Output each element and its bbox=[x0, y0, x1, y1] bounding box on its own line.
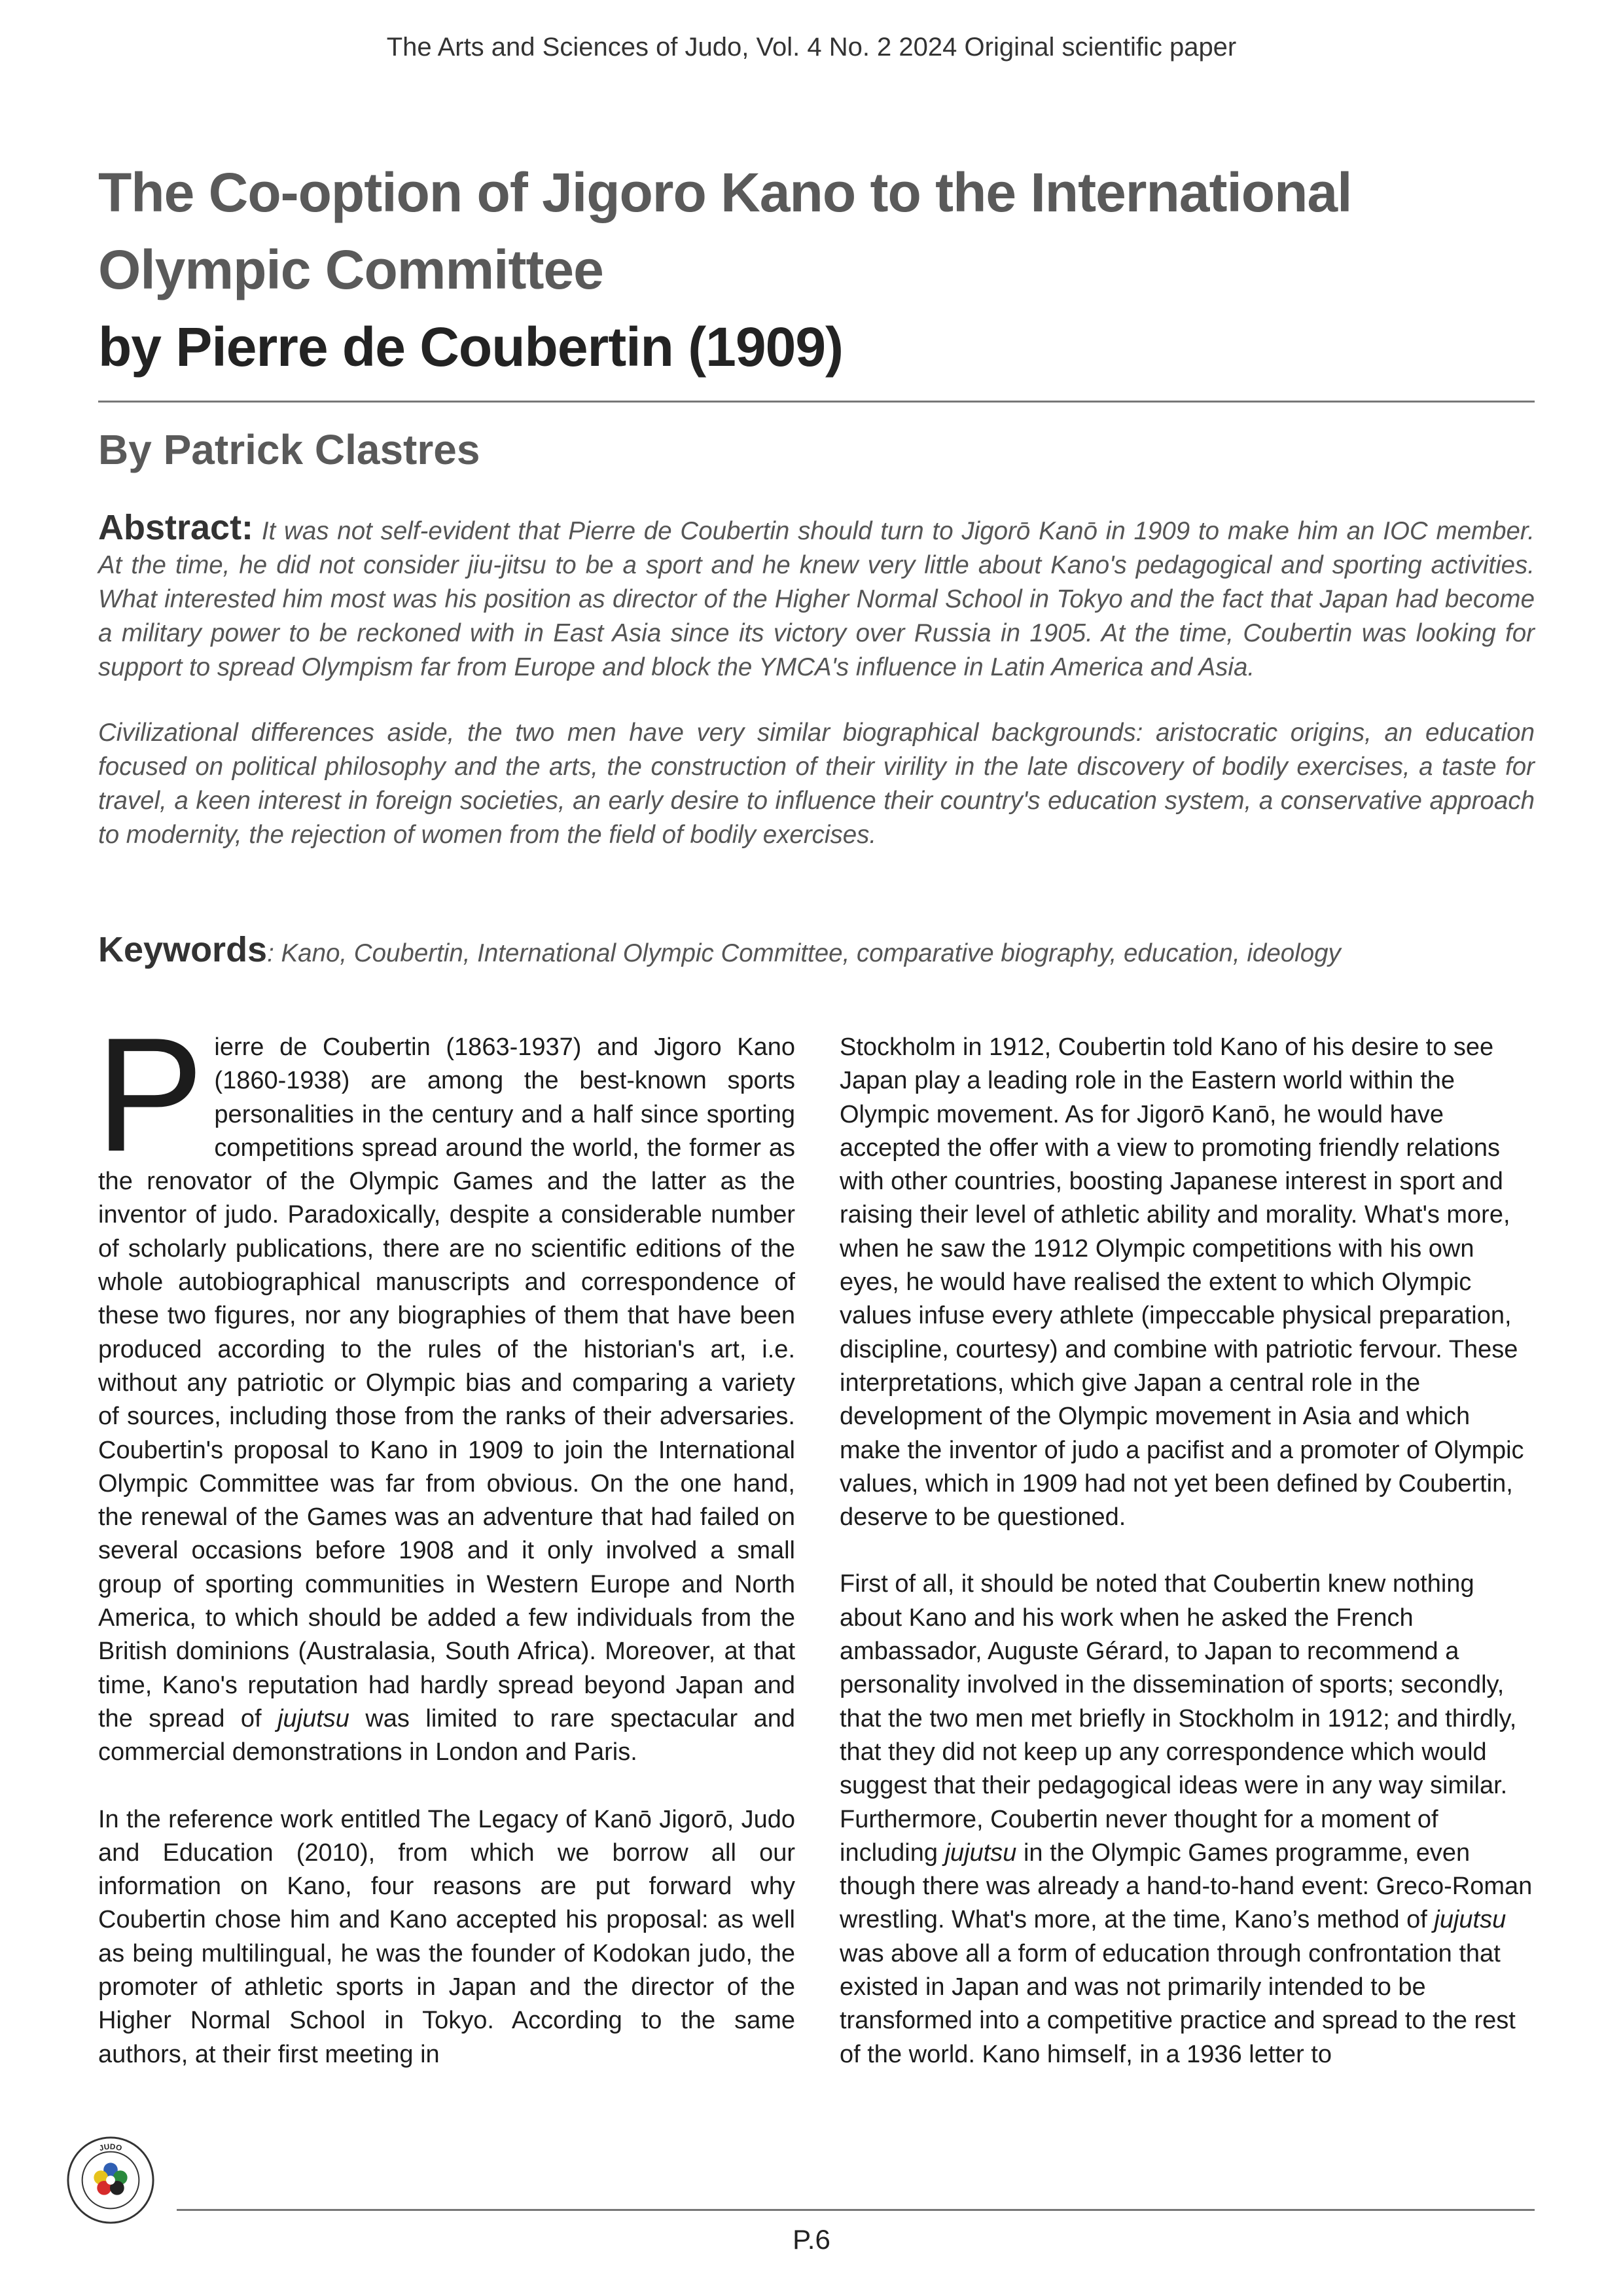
logo-top-text: JUDO bbox=[98, 2142, 123, 2153]
body-text: First of all, it should be noted that Coubertin knew nothing about Kano and his work when he asked the French ambassador, Auguste Gérard, to Japan to recommend a personality involved in the dissemination of sports; secondly, that the two men met briefly in Stockholm in 1912; and thirdly, that they did not keep up any correspondence which would suggest that their pedagogical ideas were in any way similar. Furthermore, Coubertin never thought for a moment of including bbox=[840, 1570, 1517, 1867]
body-paragraph: Stockholm in 1912, Coubertin told Kano of his desire to see Japan play a leading role in the Eastern world within the Olympic movement. As for Jigorō Kanō, he would have accepted the offer with a view to promoting friendly relations with other countries, boosting Japanese interest in sport and raising their level of athletic ability and morality. What's more, when he saw the 1912 Olympic competitions with his own eyes, he would have realised the extent to which Olympic values infuse every athlete (impeccable physical preparation, discipline, courtesy) and combine with patriotic fervour. These interpretations, which give Japan a central role in the development of the Olympic movement in Asia and which make the inventor of judo a pacifist and a promoter of Olympic values, which in 1909 had not yet been defined by Coubertin, deserve to be questioned. bbox=[840, 1033, 1524, 1532]
author-line: By Patrick Clastres bbox=[98, 426, 480, 473]
drop-cap: P bbox=[96, 1003, 204, 1185]
body-text: was limited to rare spectacular and commercial demonstrations in London and Paris. bbox=[98, 1704, 795, 1767]
italic-term: jujutsu bbox=[1434, 1906, 1507, 1934]
abstract bbox=[98, 508, 1535, 884]
body-paragraph: In the reference work entitled The Legacy of Kanō Jigorō, Judo and Education (2010), from which we borrow all our information on Kano, four reasons are put forward why Coubertin chose him and Kano accepted his proposal: as well as being multilingual, he was the founder of Kodokan judo, the promoter of athletic sports in Japan and the director of the Higher Normal School in Tokyo. According to the same authors, at their first meeting in bbox=[98, 1805, 795, 2068]
italic-term: jujutsu bbox=[277, 1704, 349, 1732]
page-number: P.6 bbox=[793, 2224, 830, 2255]
keywords-label: Keywords bbox=[98, 930, 268, 969]
article-title bbox=[98, 154, 1538, 386]
title-divider bbox=[98, 401, 1535, 403]
title-line-3: by Pierre de Coubertin (1909) bbox=[98, 316, 844, 378]
abstract-paragraph-1 bbox=[98, 508, 1535, 685]
abstract-paragraph-2: Civilizational differences aside, the two men have very similar biographical backgrounds: aristocratic origins, an education focused on political philosophy and the arts, the construction of their virility in the late discovery of bodily exercises, a taste for travel, a keen interest in foreign societies, an early desire to influence their country's education system, a conservative approach to modernity, the rejection of women from the field of bodily exercises. bbox=[98, 719, 1535, 849]
body-text: in the Olympic Games programme, even though there was already a hand-to-hand event: Greco-Roman wrestling. What's more, at the time, Kano’s method of bbox=[840, 1839, 1533, 1934]
title-line-2: Olympic Committee bbox=[98, 239, 603, 300]
keywords bbox=[98, 929, 1535, 970]
body-text: ierre de Coubertin (1863-1937) and Jigoro Kano (1860-1938) are among the best-known sports personalities in the century and a half since sporting competitions spread around the world, the former as the renovator of the Olympic Games and the latter as the inventor of judo. Paradoxically, despite a considerable number of scholarly publications, there are no scientific editions of the whole autobiographical manuscripts and correspondence of these two figures, nor any biographies of them that have been produced according to the rules of the historian's art, i.e. without any patriotic or Olympic bias and comparing a variety of sources, including those from the ranks of their adversaries. Coubertin's proposal to Kano in 1909 to join the International Olympic Committee was far from obvious. On the one hand, the renewal of the Games was an adventure that had failed on several occasions before 1908 and it only involved a small group of sporting communities in Western Europe and North America, to which should be added a few individuals from the British dominions (Australasia, South Africa). Moreover, at that time, Kano's reputation had hardly spread beyond Japan and the spread of bbox=[98, 1033, 795, 1732]
abstract-label: Abstract: bbox=[98, 508, 254, 547]
footer-divider bbox=[177, 2209, 1535, 2211]
keywords-text: : Kano, Coubertin, International Olympic Committee, comparative biography, education, ideology bbox=[267, 939, 1341, 967]
abstract-text-1: It was not self-evident that Pierre de Coubertin should turn to Jigorō Kanō in 1909 to make him an IOC member. At the time, he did not consider jiu-jitsu to be a sport and he knew very little about Kano's pedagogical and sporting activities. What interested him most was his position as director of the Higher Normal School in Tokyo and the fact that Japan had become a military power to be reckoned with in East Asia since its victory over Russia in 1905. At the time, Coubertin was looking for support to spread Olympism far from Europe and block the YMCA's influence in Latin America and Asia. bbox=[98, 517, 1535, 681]
body-column-right bbox=[840, 1031, 1537, 2105]
running-head: The Arts and Sciences of Judo, Vol. 4 No. 2 2024 Original scientific paper bbox=[386, 33, 1237, 62]
title-line-1: The Co-option of Jigoro Kano to the International bbox=[98, 162, 1352, 223]
body-paragraph bbox=[840, 1568, 1537, 2071]
italic-term: jujutsu bbox=[944, 1839, 1017, 1867]
ijf-logo bbox=[65, 2135, 156, 2225]
body-text: was above all a form of education through confrontation that existed in Japan and was not primarily intended to be transformed into a competitive practice and spread to the rest of the world. Kano himself, in a 1936 letter to bbox=[840, 1939, 1516, 2068]
body-column-left bbox=[96, 1003, 795, 2105]
body-paragraph bbox=[96, 1003, 795, 1770]
